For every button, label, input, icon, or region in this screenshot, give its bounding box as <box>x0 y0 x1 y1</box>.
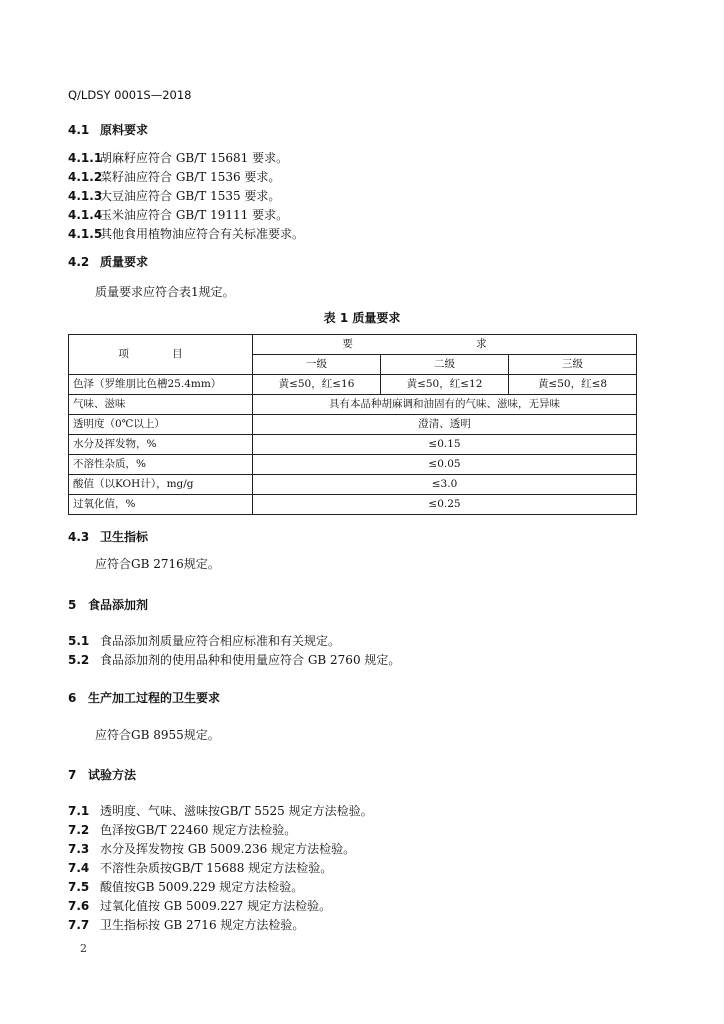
section-4-2-heading <box>68 253 148 270</box>
section-title: 质量要求 <box>100 255 149 269</box>
item-number: 4.1.5 <box>68 227 103 241</box>
item-number: 7.4 <box>68 861 90 875</box>
table-cell: 具有本品种胡麻调和油固有的气味、滋味，无异味 <box>253 395 637 415</box>
item-number: 7.2 <box>68 823 90 837</box>
item-number: 5.1 <box>68 634 90 648</box>
page-number: 2 <box>80 942 87 955</box>
table-header-row <box>69 335 637 355</box>
row-label: 气味、滋味 <box>69 395 253 415</box>
list-item <box>68 149 288 166</box>
table-row <box>69 415 637 435</box>
table-cell: 黄≤50，红≤16 <box>253 375 381 395</box>
item-text: 胡麻籽应符合 GB/T 15681 要求。 <box>100 151 289 165</box>
table-cell: 黄≤50，红≤8 <box>509 375 637 395</box>
section-title: 卫生指标 <box>100 530 149 544</box>
table-cell: ≤0.25 <box>253 495 637 515</box>
item-column-header: 项 目 <box>69 335 253 375</box>
table-cell: ≤0.15 <box>253 435 637 455</box>
item-number: 4.1.4 <box>68 208 103 222</box>
table-row <box>69 475 637 495</box>
item-number: 7.1 <box>68 804 90 818</box>
grade-header: 一级 <box>253 355 381 375</box>
requirement-column-header: 要 求 <box>253 335 637 355</box>
list-item <box>68 651 400 668</box>
section-number: 6 <box>68 691 77 705</box>
item-text: 水分及挥发物按 GB 5009.236 规定方法检验。 <box>100 842 356 856</box>
item-text: 菜籽油应符合 GB/T 1536 要求。 <box>100 170 281 184</box>
table-row <box>69 395 637 415</box>
list-item <box>68 916 304 933</box>
section-7-heading <box>68 766 136 783</box>
document-code: Q/LDSY 0001S—2018 <box>68 88 192 102</box>
table-caption: 表 1 质量要求 <box>323 311 401 325</box>
section-4-3-heading <box>68 528 148 545</box>
list-item <box>68 897 331 914</box>
item-number: 7.3 <box>68 842 90 856</box>
item-text: 食品添加剂质量应符合相应标准和有关规定。 <box>100 634 341 648</box>
table-cell: ≤3.0 <box>253 475 637 495</box>
list-item <box>68 821 296 838</box>
item-text: 不溶性杂质按GB/T 15688 规定方法检验。 <box>100 861 333 875</box>
table-row <box>69 375 637 395</box>
row-label: 不溶性杂质，% <box>69 455 253 475</box>
list-item <box>68 802 373 819</box>
table-cell: 澄清、透明 <box>253 415 637 435</box>
section-title: 食品添加剂 <box>88 598 149 612</box>
item-text: 食品添加剂的使用品种和使用量应符合 GB 2760 规定。 <box>100 653 401 667</box>
row-label: 酸值（以KOH计），mg/g <box>69 475 253 495</box>
row-label: 过氧化值，% <box>69 495 253 515</box>
item-text: 卫生指标按 GB 2716 规定方法检验。 <box>100 918 305 932</box>
section-title: 原料要求 <box>100 123 149 137</box>
grade-header: 三级 <box>509 355 637 375</box>
item-text: 过氧化值按 GB 5009.227 规定方法检验。 <box>100 899 332 913</box>
section-5-heading <box>68 596 148 613</box>
item-number: 7.5 <box>68 880 90 894</box>
section-body: 质量要求应符合表1规定。 <box>95 285 235 299</box>
section-body: 应符合GB 2716规定。 <box>95 557 220 571</box>
item-text: 其他食用植物油应符合有关标准要求。 <box>100 227 305 241</box>
table-row <box>69 495 637 515</box>
section-number: 5 <box>68 598 77 612</box>
quality-table <box>68 334 637 515</box>
row-label: 水分及挥发物，% <box>69 435 253 455</box>
list-item <box>68 168 280 185</box>
list-item <box>68 206 288 223</box>
row-label: 透明度（0℃以上） <box>69 415 253 435</box>
list-item <box>68 225 304 242</box>
section-number: 4.1 <box>68 123 90 137</box>
table-row <box>69 435 637 455</box>
item-number: 7.7 <box>68 918 90 932</box>
list-item <box>68 859 332 876</box>
row-label: 色泽（罗维朋比色槽25.4mm） <box>69 375 253 395</box>
list-item <box>68 187 280 204</box>
list-item <box>68 878 303 895</box>
item-number: 4.1.3 <box>68 189 103 203</box>
item-number: 4.1.2 <box>68 170 103 184</box>
section-number: 7 <box>68 768 77 782</box>
section-number: 4.3 <box>68 530 90 544</box>
item-text: 色泽按GB/T 22460 规定方法检验。 <box>100 823 297 837</box>
table-row <box>69 455 637 475</box>
section-title: 生产加工过程的卫生要求 <box>88 691 221 705</box>
item-text: 玉米油应符合 GB/T 19111 要求。 <box>100 208 289 222</box>
section-body: 应符合GB 8955规定。 <box>95 728 220 742</box>
item-text: 大豆油应符合 GB/T 1535 要求。 <box>100 189 281 203</box>
item-number: 4.1.1 <box>68 151 103 165</box>
item-number: 7.6 <box>68 899 90 913</box>
item-number: 5.2 <box>68 653 90 667</box>
table-cell: 黄≤50，红≤12 <box>381 375 509 395</box>
grade-header: 二级 <box>381 355 509 375</box>
section-4-1-heading <box>68 121 148 138</box>
section-title: 试验方法 <box>88 768 137 782</box>
item-text: 透明度、气味、滋味按GB/T 5525 规定方法检验。 <box>100 804 373 818</box>
list-item <box>68 840 355 857</box>
section-number: 4.2 <box>68 255 90 269</box>
section-6-heading <box>68 689 220 706</box>
item-text: 酸值按GB 5009.229 规定方法检验。 <box>100 880 304 894</box>
list-item <box>68 632 340 649</box>
table-cell: ≤0.05 <box>253 455 637 475</box>
